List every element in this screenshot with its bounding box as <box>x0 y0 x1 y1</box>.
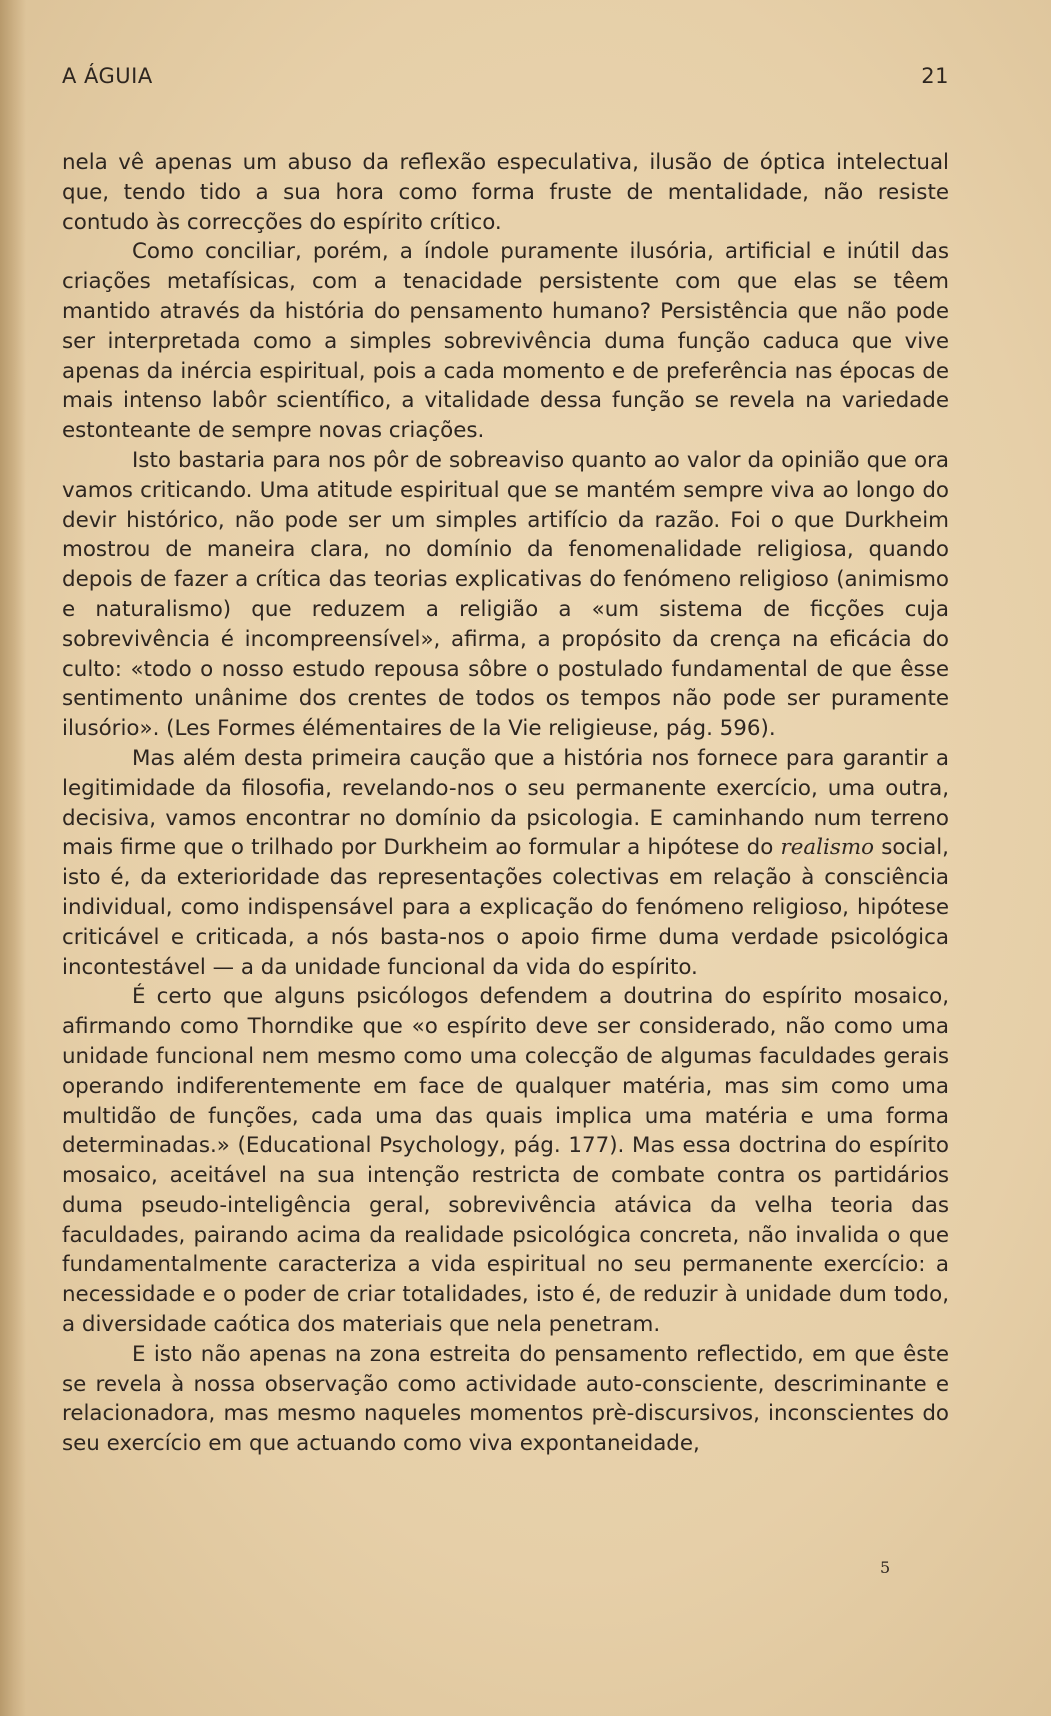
paragraph <box>62 744 949 982</box>
italic-term: realismo <box>780 835 874 861</box>
paragraph-text-end: social, isto é, da exterioridade das representações colectivas em relação à consciência individual, como indispensável para a explicação do fenómeno religioso, hipótese criticável e criticada, a nós basta-nos o apoio firme duma verdade psicológica incontestável — a da unidade funcional da vida do espírito. <box>62 835 949 980</box>
signature-mark: 5 <box>880 1558 891 1577</box>
paragraph: Como conciliar, porém, a índole puramente ilusória, artificial e inútil das criações metafísicas, com a tenacidade persistente com que elas se têem mantido através da história do pensamento humano? Persistência que não pode ser interpretada como a simples sobrevivência duma função caduca que vive apenas da inércia espiritual, pois a cada momento e de preferência nas épocas de mais intenso labôr scientífico, a vitalidade dessa função se revela na variedade estonteante de sempre novas criações. <box>62 239 949 444</box>
paragraph: nela vê apenas um abuso da reflexão especulativa, ilusão de óptica intelectual que, tendo tido a sua hora como forma fruste de mentalidade, não resiste contudo às correcções do espírito crítico. <box>62 150 949 235</box>
page-number: 21 <box>921 64 949 88</box>
running-header <box>62 64 949 98</box>
paragraph: É certo que alguns psicólogos defendem a doutrina do espírito mosaico, afirmando como Thorndike que «o espírito deve ser considerado, não como uma unidade funcional nem mesmo como uma colecção de algumas faculdades gerais operando indiferentemente em face de qualquer matéria, mas sim como uma multidão de funções, cada uma das quais implica uma matéria e uma forma determinadas.» (Educational Psychology, pág. 177). Mas essa doctrina do espírito mosaico, aceitável na sua intenção restricta de combate contra os partidários duma pseudo-inteligência geral, sobrevivência atávica da velha teoria das faculdades, pairando acima da realidade psicológica concreta, não invalida o que fundamentalmente caracteriza a vida espiritual no seu permanente exercício: a necessidade e o poder de criar totalidades, isto é, de reduzir à unidade dum todo, a diversidade caótica dos materiais que nela penetram. <box>62 984 949 1338</box>
paragraph: E isto não apenas na zona estreita do pensamento reflectido, em que êste se revela à nossa observação como actividade auto-consciente, descriminante e relacionadora, mas mesmo naqueles momentos prè-discursivos, inconscientes do seu exercício em que actuando como viva expontaneidade, <box>62 1341 949 1457</box>
paragraph-text-start: Mas além desta primeira caução que a história nos fornece para garantir a legitimidade da filosofia, revelando-nos o seu permanente exercício, uma outra, decisiva, vamos encontrar no domínio da psicologia. E caminhando num terreno mais firme que o trilhado por Durkheim ao formular a hipótese do <box>62 745 949 861</box>
body-text <box>62 148 949 1459</box>
paragraph: Isto bastaria para nos pôr de sobreaviso quanto ao valor da opinião que ora vamos criticando. Uma atitude espiritual que se mantém sempre viva ao longo do devir histórico, não pode ser um simples artifício da razão. Foi o que Durkheim mostrou de maneira clara, no domínio da fenomenalidade religiosa, quando depois de fazer a crítica das teorias explicativas do fenómeno religioso (animismo e naturalismo) que reduzem a religião a «um sistema de ficções cuja sobrevivência é incompreensível», afirma, a propósito da crença na eficácia do culto: «todo o nosso estudo repousa sôbre o postulado fundamental de que êsse sentimento unânime dos crentes de todos os tempos não pode ser puramente ilusório». (Les Formes élémentaires de la Vie religieuse, pág. 596). <box>62 447 949 742</box>
journal-title: A ÁGUIA <box>62 64 153 88</box>
